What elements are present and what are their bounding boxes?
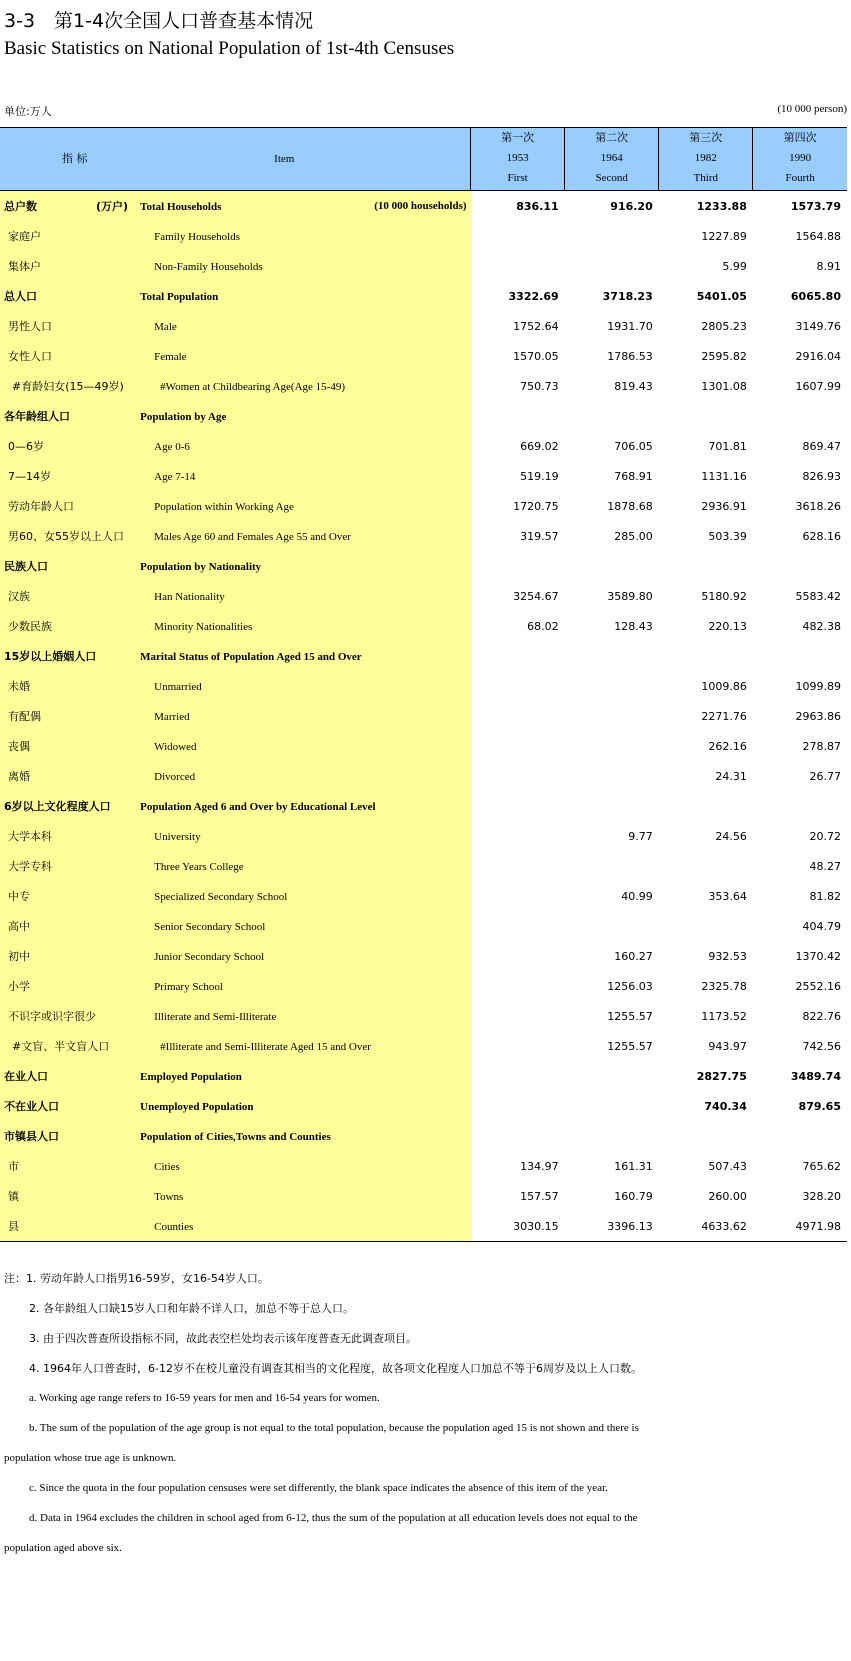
cell-1964: 1786.53 xyxy=(607,349,653,363)
row-label-cn: 总户数 (万户) xyxy=(0,191,140,222)
cell-1982: 1173.52 xyxy=(701,1009,747,1023)
cell-1953 xyxy=(471,851,565,881)
table-row xyxy=(0,1151,847,1181)
cell-1982: 1009.86 xyxy=(701,679,747,693)
cell-1964 xyxy=(565,701,659,731)
cell-1964 xyxy=(565,1061,659,1091)
cell-1953 xyxy=(471,791,565,821)
cell-1990: 765.62 xyxy=(802,1159,841,1173)
row-label-cn: 民族人口 xyxy=(0,551,140,581)
row-label-cn: 7—14岁 xyxy=(0,461,140,491)
cell-1964: 3718.23 xyxy=(602,289,653,303)
cell-1990: 6065.80 xyxy=(790,289,841,303)
row-label-cn: 高中 xyxy=(0,911,140,941)
row-label-en: #Illiterate and Semi-Illiterate Aged 15 and Over xyxy=(140,1031,470,1061)
row-label-cn: 家庭户 xyxy=(0,221,140,251)
row-label-cn: 15岁以上婚姻人口 xyxy=(0,641,140,671)
cell-1953 xyxy=(471,1061,565,1091)
cell-1964: 1255.57 xyxy=(607,1039,653,1053)
cell-1953: 3254.67 xyxy=(513,589,559,603)
table-row xyxy=(0,671,847,701)
cell-1982: 262.16 xyxy=(708,739,747,753)
cell-1953 xyxy=(471,911,565,941)
row-label-cn: 市 xyxy=(0,1151,140,1181)
note-b-line2: population whose true age is unknown. xyxy=(4,1452,177,1464)
cell-1953: 3322.69 xyxy=(508,289,559,303)
row-label-en: Total Households (10 000 households) xyxy=(140,191,470,222)
table-row xyxy=(0,701,847,731)
header-census-2: 第二次 1964 Second xyxy=(565,128,659,191)
row-label-cn: 县 xyxy=(0,1211,140,1242)
row-label-en: University xyxy=(140,821,470,851)
note-4: 4. 1964年人口普查时，6-12岁不在校儿童没有调查其相当的文化程度，故各项文化程度人口加总不等于6周岁及以上人口数。 xyxy=(29,1362,642,1375)
row-label-cn: 男性人口 xyxy=(0,311,140,341)
row-label-en: Population within Working Age xyxy=(140,491,470,521)
cell-1990: 404.79 xyxy=(802,919,841,933)
row-label-cn: 女性人口 xyxy=(0,341,140,371)
cell-1982: 943.97 xyxy=(708,1039,747,1053)
cell-1964: 160.79 xyxy=(614,1189,653,1203)
cell-1964 xyxy=(565,1091,659,1121)
cell-1964: 706.05 xyxy=(614,439,653,453)
table-row xyxy=(0,1211,847,1242)
row-label-cn: 不识字或识字很少 xyxy=(0,1001,140,1031)
cell-1953: 519.19 xyxy=(520,469,559,483)
cell-1982: 5401.05 xyxy=(696,289,747,303)
header-item: Item xyxy=(140,128,470,191)
row-label-en: Specialized Secondary School xyxy=(140,881,470,911)
row-label-en: Total Population xyxy=(140,281,470,311)
row-label-cn: 在业人口 xyxy=(0,1061,140,1091)
table-row xyxy=(0,341,847,371)
row-label-cn: 初中 xyxy=(0,941,140,971)
cell-1964: 1931.70 xyxy=(607,319,653,333)
cell-1990: 5583.42 xyxy=(795,589,841,603)
row-label-cn: 市镇县人口 xyxy=(0,1121,140,1151)
note-b-line1: b. The sum of the population of the age group is not equal to the total population, because the population aged 15 is not shown and there is xyxy=(29,1422,639,1434)
cell-1953 xyxy=(471,401,565,431)
table-row xyxy=(0,1091,847,1121)
cell-1982: 932.53 xyxy=(708,949,747,963)
note-a: a. Working age range refers to 16-59 years for men and 16-54 years for women. xyxy=(29,1392,380,1404)
table-row xyxy=(0,911,847,941)
row-label-cn: 集体户 xyxy=(0,251,140,281)
cell-1990 xyxy=(753,401,847,431)
cell-1982 xyxy=(659,911,753,941)
cell-1990: 20.72 xyxy=(809,829,841,843)
cell-1982: 4633.62 xyxy=(659,1211,753,1242)
row-label-en: Illiterate and Semi-Illiterate xyxy=(140,1001,470,1031)
cell-1990: 826.93 xyxy=(802,469,841,483)
cell-1964 xyxy=(565,731,659,761)
table-row xyxy=(0,251,847,281)
cell-1990: 2963.86 xyxy=(795,709,841,723)
header-census-3: 第三次 1982 Third xyxy=(659,128,753,191)
table-row xyxy=(0,371,847,401)
cell-1990: 8.91 xyxy=(816,259,841,273)
cell-1982 xyxy=(659,851,753,881)
cell-1964 xyxy=(565,851,659,881)
row-label-en: Towns xyxy=(140,1181,470,1211)
cell-1953: 836.11 xyxy=(516,199,559,213)
cell-1990: 879.65 xyxy=(798,1099,841,1113)
row-label-en: Cities xyxy=(140,1151,470,1181)
cell-1964 xyxy=(565,671,659,701)
table-row xyxy=(0,791,847,821)
cell-1982: 740.34 xyxy=(704,1099,747,1113)
cell-1953 xyxy=(471,641,565,671)
cell-1990 xyxy=(753,641,847,671)
cell-1990: 628.16 xyxy=(802,529,841,543)
row-label-en: Minority Nationalities xyxy=(140,611,470,641)
cell-1953: 68.02 xyxy=(527,619,559,633)
cell-1990: 869.47 xyxy=(802,439,841,453)
cell-1964: 160.27 xyxy=(614,949,653,963)
row-label-en: Family Households xyxy=(140,221,470,251)
cell-1982: 2595.82 xyxy=(701,349,747,363)
row-label-en: Primary School xyxy=(140,971,470,1001)
row-label-en: Female xyxy=(140,341,470,371)
cell-1953 xyxy=(471,701,565,731)
row-label-cn: #育龄妇女(15—49岁) xyxy=(0,371,140,401)
cell-1982: 220.13 xyxy=(708,619,747,633)
unit-en: (10 000 person) xyxy=(777,103,847,115)
cell-1964 xyxy=(565,251,659,281)
row-label-en: Age 0-6 xyxy=(140,431,470,461)
row-label-cn: 离婚 xyxy=(0,761,140,791)
cell-1982: 5.99 xyxy=(722,259,747,273)
row-label-cn: 丧偶 xyxy=(0,731,140,761)
table-row xyxy=(0,311,847,341)
cell-1953 xyxy=(471,1031,565,1061)
row-label-en: Unemployed Population xyxy=(140,1091,470,1121)
cell-1953 xyxy=(471,551,565,581)
table-row xyxy=(0,1031,847,1061)
cell-1964: 768.91 xyxy=(614,469,653,483)
cell-1990: 742.56 xyxy=(802,1039,841,1053)
table-row xyxy=(0,551,847,581)
cell-1953 xyxy=(471,761,565,791)
cell-1982: 2827.75 xyxy=(696,1069,747,1083)
cell-1964 xyxy=(565,401,659,431)
table-row xyxy=(0,1001,847,1031)
cell-1964: 40.99 xyxy=(621,889,653,903)
table-row xyxy=(0,581,847,611)
cell-1953 xyxy=(471,671,565,701)
row-label-en: Male xyxy=(140,311,470,341)
note-3: 3. 由于四次普查所设指标不同，故此表空栏处均表示该年度普查无此调查项目。 xyxy=(29,1332,417,1345)
header-census-4: 第四次 1990 Fourth xyxy=(753,128,847,191)
cell-1990: 26.77 xyxy=(809,769,841,783)
table-row xyxy=(0,401,847,431)
cell-1982: 507.43 xyxy=(708,1159,747,1173)
cell-1982: 2936.91 xyxy=(701,499,747,513)
table-row xyxy=(0,821,847,851)
cell-1982: 353.64 xyxy=(708,889,747,903)
row-label-en: Employed Population xyxy=(140,1061,470,1091)
cell-1982: 503.39 xyxy=(708,529,747,543)
page-title-en: Basic Statistics on National Population of 1st-4th Censuses xyxy=(4,38,455,59)
table-row xyxy=(0,491,847,521)
row-label-en: Unmarried xyxy=(140,671,470,701)
row-label-cn: 6岁以上文化程度人口 xyxy=(0,791,140,821)
cell-1982: 1227.89 xyxy=(701,229,747,243)
cell-1982 xyxy=(659,1121,753,1151)
row-label-en: Han Nationality xyxy=(140,581,470,611)
row-label-en: Population by Nationality xyxy=(140,551,470,581)
cell-1964: 916.20 xyxy=(610,199,653,213)
census-table xyxy=(0,127,847,1242)
cell-1990: 1564.88 xyxy=(795,229,841,243)
cell-1982: 1301.08 xyxy=(701,379,747,393)
cell-1964: 3396.13 xyxy=(565,1211,659,1242)
cell-1990: 3618.26 xyxy=(795,499,841,513)
row-label-en: Widowed xyxy=(140,731,470,761)
cell-1990: 1370.42 xyxy=(795,949,841,963)
cell-1953: 669.02 xyxy=(520,439,559,453)
table-row xyxy=(0,281,847,311)
cell-1964 xyxy=(565,761,659,791)
cell-1953 xyxy=(471,1091,565,1121)
table-row xyxy=(0,971,847,1001)
row-label-cn: 0—6岁 xyxy=(0,431,140,461)
row-label-en: Males Age 60 and Females Age 55 and Over xyxy=(140,521,470,551)
table-row xyxy=(0,611,847,641)
row-label-en: Population of Cities,Towns and Counties xyxy=(140,1121,470,1151)
cell-1964: 161.31 xyxy=(614,1159,653,1173)
cell-1990: 2916.04 xyxy=(795,349,841,363)
cell-1964 xyxy=(565,791,659,821)
cell-1982: 260.00 xyxy=(708,1189,747,1203)
cell-1953: 750.73 xyxy=(520,379,559,393)
unit-row xyxy=(4,103,847,119)
cell-1964 xyxy=(565,641,659,671)
table-row xyxy=(0,731,847,761)
table-row-total-households xyxy=(0,191,847,222)
row-label-cn: 小学 xyxy=(0,971,140,1001)
cell-1953 xyxy=(471,221,565,251)
row-label-cn: 大学专科 xyxy=(0,851,140,881)
cell-1982: 1233.88 xyxy=(696,199,747,213)
row-label-en: Population by Age xyxy=(140,401,470,431)
row-label-en: Married xyxy=(140,701,470,731)
row-label-en: Marital Status of Population Aged 15 and Over xyxy=(140,641,470,671)
note-1: 注：1. 劳动年龄人口指男16-59岁，女16-54岁人口。 xyxy=(4,1272,269,1285)
page-title-cn: 3-3 第1-4次全国人口普查基本情况 xyxy=(4,10,314,32)
cell-1964: 285.00 xyxy=(614,529,653,543)
table-row xyxy=(0,1061,847,1091)
cell-1964: 1878.68 xyxy=(607,499,653,513)
cell-1953 xyxy=(471,821,565,851)
cell-1982: 5180.92 xyxy=(701,589,747,603)
cell-1964: 128.43 xyxy=(614,619,653,633)
row-label-en: Counties xyxy=(140,1211,470,1242)
cell-1953: 319.57 xyxy=(520,529,559,543)
row-label-cn: 有配偶 xyxy=(0,701,140,731)
cell-1982: 701.81 xyxy=(708,439,747,453)
cell-1953 xyxy=(471,971,565,1001)
cell-1982 xyxy=(659,791,753,821)
row-label-cn: #文盲、半文盲人口 xyxy=(0,1031,140,1061)
cell-1990 xyxy=(753,551,847,581)
row-label-cn: 不在业人口 xyxy=(0,1091,140,1121)
table-row xyxy=(0,521,847,551)
cell-1982 xyxy=(659,401,753,431)
cell-1990: 1573.79 xyxy=(790,199,841,213)
cell-1953: 157.57 xyxy=(520,1189,559,1203)
note-2: 2. 各年龄组人口缺15岁人口和年龄不详人口，加总不等于总人口。 xyxy=(29,1302,354,1315)
row-label-cn: 镇 xyxy=(0,1181,140,1211)
table-header-row xyxy=(0,128,847,191)
header-census-1: 第一次 1953 First xyxy=(471,128,565,191)
cell-1953: 134.97 xyxy=(520,1159,559,1173)
row-label-cn: 中专 xyxy=(0,881,140,911)
cell-1982: 2271.76 xyxy=(701,709,747,723)
cell-1982 xyxy=(659,551,753,581)
row-label-cn: 未婚 xyxy=(0,671,140,701)
cell-1990: 4971.98 xyxy=(753,1211,847,1242)
note-d-line1: d. Data in 1964 excludes the children in school aged from 6-12, thus the sum of the population at all education levels does not equal to the xyxy=(29,1512,638,1524)
row-label-en: #Women at Childbearing Age(Age 15-49) xyxy=(140,371,470,401)
cell-1982: 24.56 xyxy=(715,829,747,843)
table-row xyxy=(0,641,847,671)
row-label-cn: 劳动年龄人口 xyxy=(0,491,140,521)
cell-1982: 24.31 xyxy=(715,769,747,783)
cell-1990: 48.27 xyxy=(809,859,841,873)
table-row xyxy=(0,431,847,461)
cell-1964 xyxy=(565,221,659,251)
cell-1964: 1255.57 xyxy=(607,1009,653,1023)
row-label-en: Senior Secondary School xyxy=(140,911,470,941)
table-row xyxy=(0,881,847,911)
cell-1964 xyxy=(565,1121,659,1151)
cell-1990: 81.82 xyxy=(809,889,841,903)
table-row xyxy=(0,851,847,881)
row-label-en: Population Aged 6 and Over by Educational Level xyxy=(140,791,470,821)
cell-1953 xyxy=(471,1121,565,1151)
row-label-en: Divorced xyxy=(140,761,470,791)
cell-1953 xyxy=(471,251,565,281)
header-indicator: 指 标 xyxy=(0,128,140,191)
cell-1990: 328.20 xyxy=(802,1189,841,1203)
cell-1964 xyxy=(565,551,659,581)
cell-1982: 2805.23 xyxy=(701,319,747,333)
cell-1953 xyxy=(471,941,565,971)
row-label-cn: 汉族 xyxy=(0,581,140,611)
cell-1982: 2325.78 xyxy=(701,979,747,993)
cell-1953 xyxy=(471,881,565,911)
row-label-cn: 大学本科 xyxy=(0,821,140,851)
cell-1964: 1256.03 xyxy=(607,979,653,993)
cell-1964: 9.77 xyxy=(628,829,653,843)
row-label-en: Age 7-14 xyxy=(140,461,470,491)
cell-1953 xyxy=(471,731,565,761)
row-label-cn: 总人口 xyxy=(0,281,140,311)
table-row xyxy=(0,221,847,251)
unit-cn: 单位:万人 xyxy=(4,105,52,118)
table-row xyxy=(0,761,847,791)
cell-1990: 2552.16 xyxy=(795,979,841,993)
cell-1990: 3149.76 xyxy=(795,319,841,333)
cell-1964 xyxy=(565,911,659,941)
cell-1982 xyxy=(659,641,753,671)
cell-1964: 819.43 xyxy=(614,379,653,393)
cell-1953 xyxy=(471,1001,565,1031)
cell-1982: 1131.16 xyxy=(701,469,747,483)
row-label-cn: 少数民族 xyxy=(0,611,140,641)
cell-1953: 1570.05 xyxy=(513,349,559,363)
table-row xyxy=(0,461,847,491)
row-label-en: Non-Family Households xyxy=(140,251,470,281)
cell-1953: 1752.64 xyxy=(513,319,559,333)
cell-1990 xyxy=(753,791,847,821)
row-label-cn: 各年龄组人口 xyxy=(0,401,140,431)
cell-1953: 3030.15 xyxy=(471,1211,565,1242)
cell-1990 xyxy=(753,1121,847,1151)
cell-1990: 3489.74 xyxy=(790,1069,841,1083)
cell-1953: 1720.75 xyxy=(513,499,559,513)
note-d-line2: population aged above six. xyxy=(4,1542,122,1554)
cell-1990: 482.38 xyxy=(802,619,841,633)
cell-1990: 1099.89 xyxy=(795,679,841,693)
cell-1990: 822.76 xyxy=(802,1009,841,1023)
row-label-en: Three Years College xyxy=(140,851,470,881)
row-label-en: Junior Secondary School xyxy=(140,941,470,971)
row-label-cn: 男60、女55岁以上人口 xyxy=(0,521,140,551)
table-row xyxy=(0,1121,847,1151)
table-row xyxy=(0,941,847,971)
table-row xyxy=(0,1181,847,1211)
note-c: c. Since the quota in the four population censuses were set differently, the blank space indicates the absence of this item of the year. xyxy=(29,1482,608,1494)
cell-1990: 278.87 xyxy=(802,739,841,753)
cell-1990: 1607.99 xyxy=(795,379,841,393)
cell-1964: 3589.80 xyxy=(607,589,653,603)
